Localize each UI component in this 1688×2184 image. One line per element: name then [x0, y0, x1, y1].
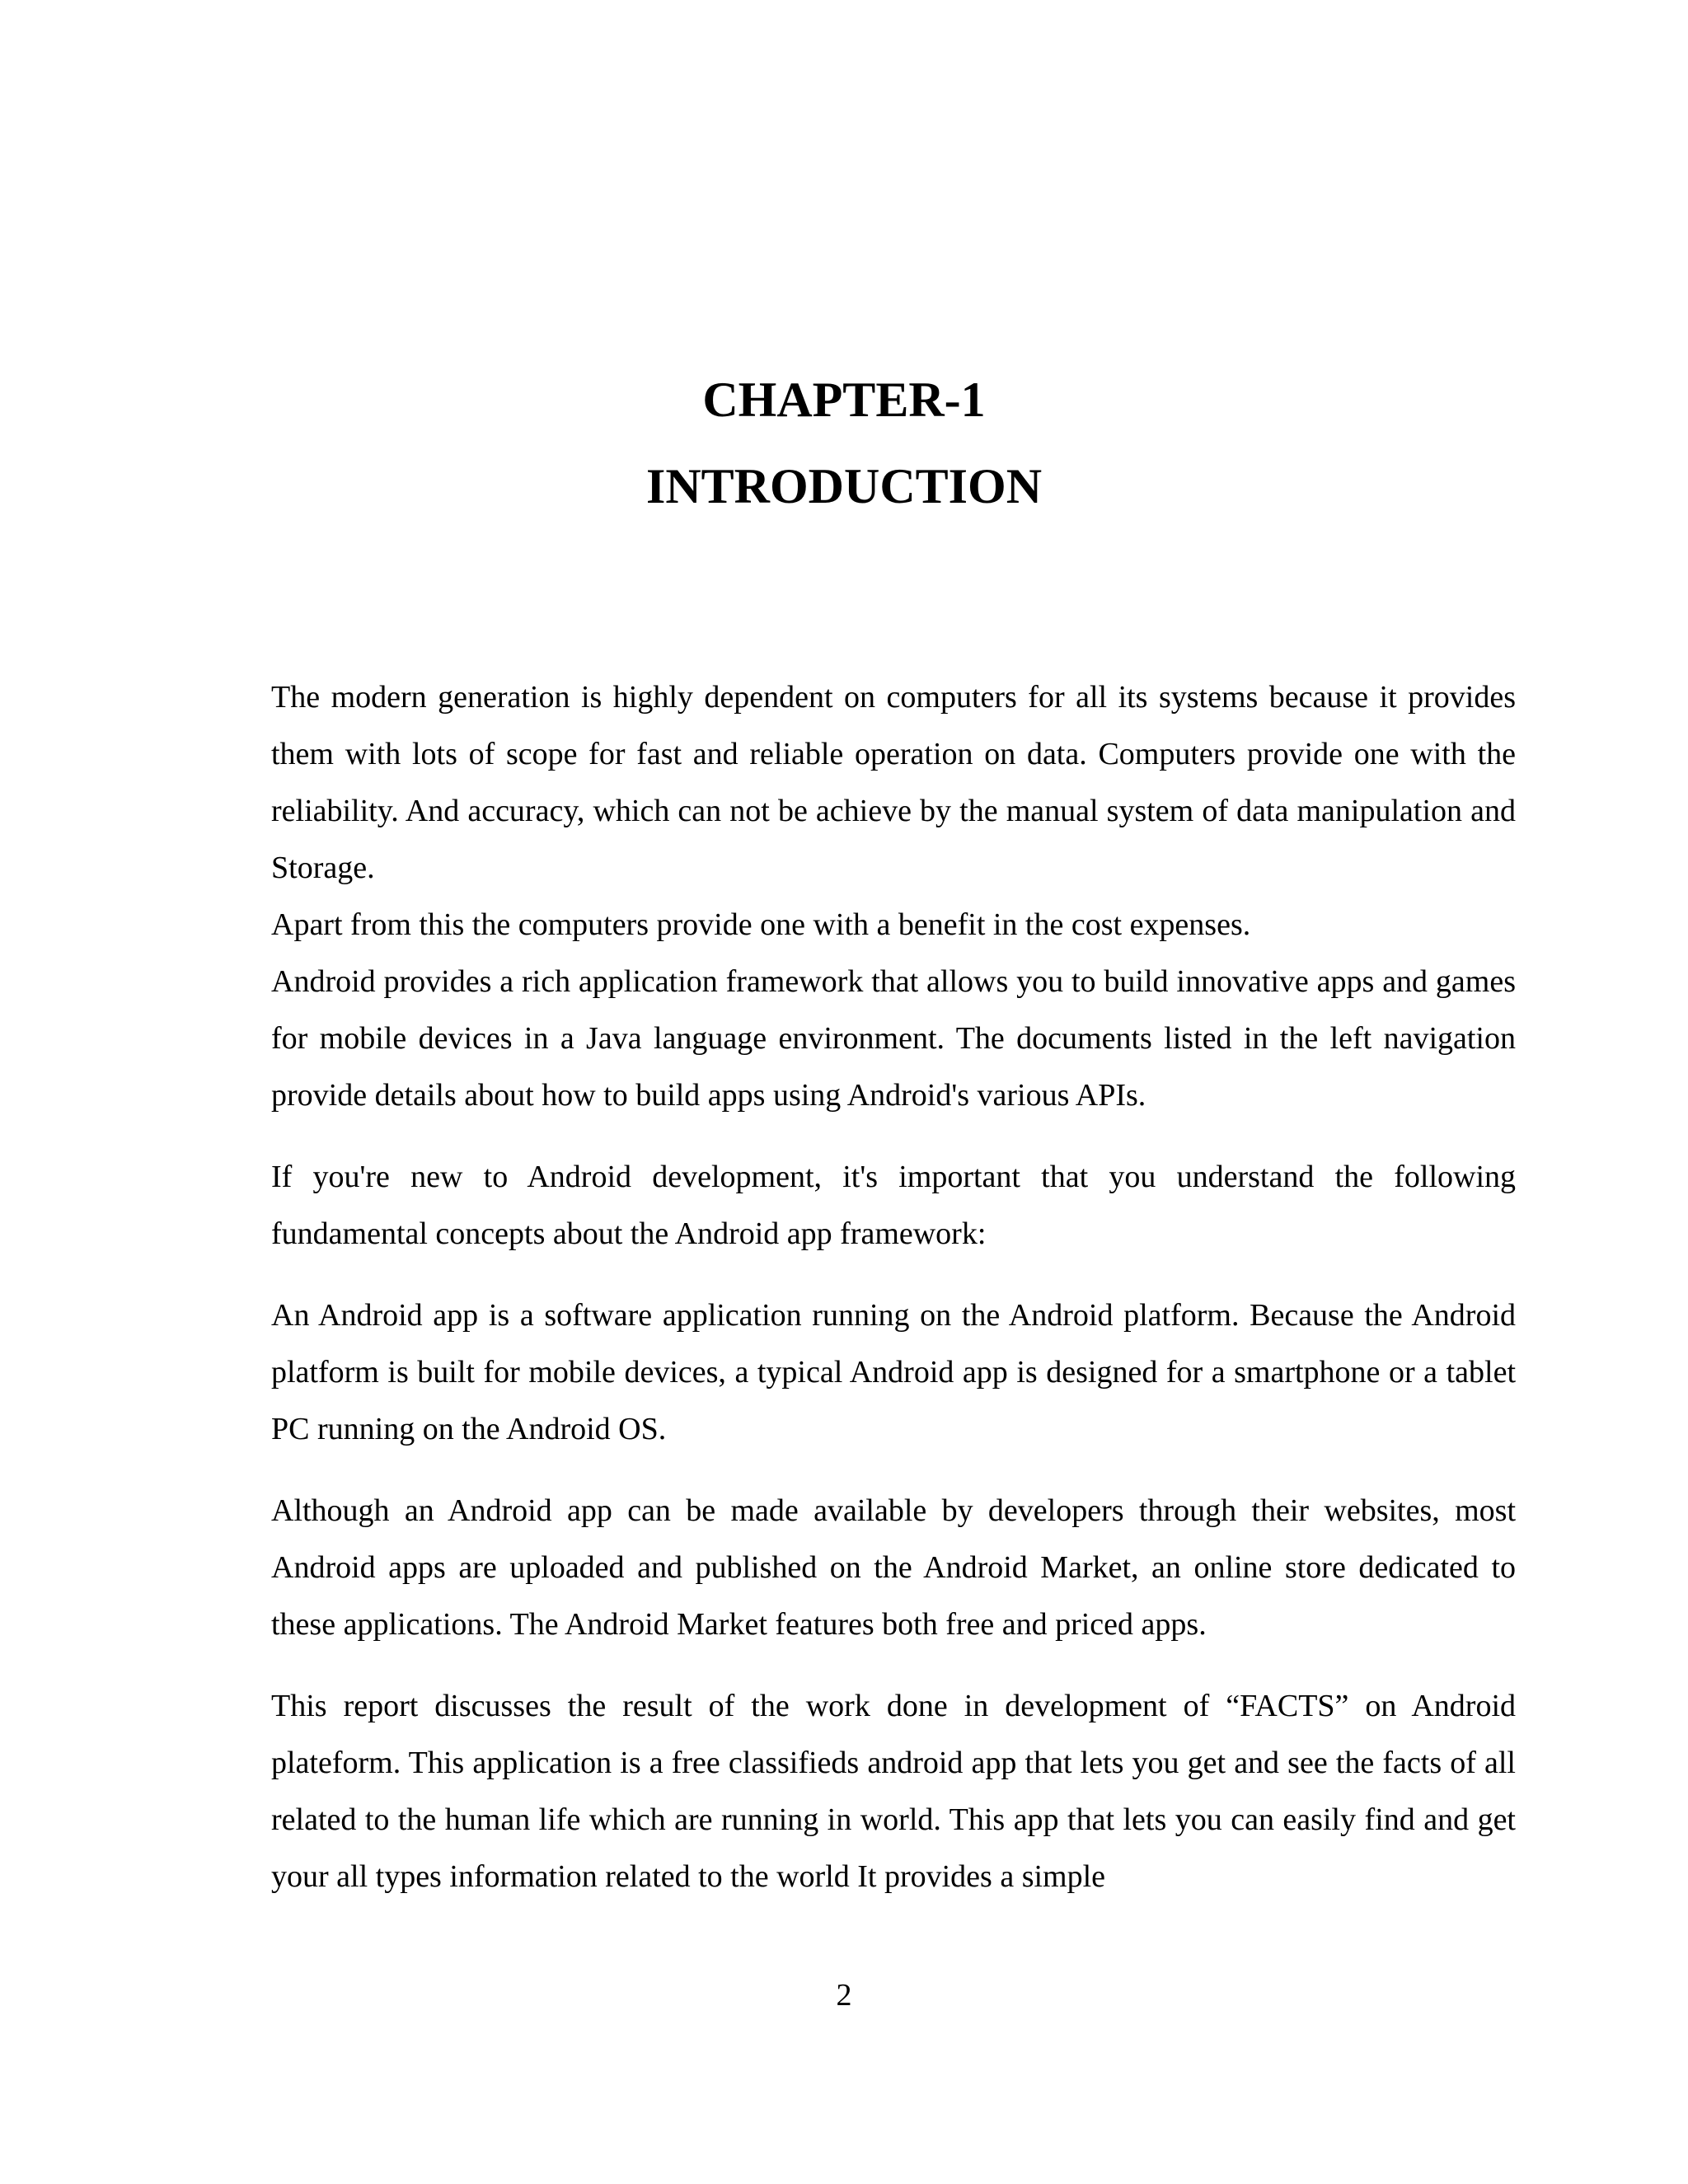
section-title: INTRODUCTION	[645, 459, 1043, 513]
paragraph-7: This report discusses the result of the work done in development of “FACTS” on Android plateform. This application is a free classifieds android app that lets you get and see the facts of all related to the human life which are running in world. This app that lets you can easily find and get your all types information related to the world It provides a simple	[271, 1689, 1516, 1894]
paragraph-3: Android provides a rich application framework that allows you to build innovative apps and games for mobile devices in a Java language environment. The documents listed in the left navigation provide details about how to build apps using Android's various APIs.	[271, 964, 1516, 1113]
paragraph-1: The modern generation is highly dependent on computers for all its systems because it provides them with lots of scope for fast and reliable operation on data. Computers provide one with the reliability. And accuracy, which can not be achieve by the manual system of data manipulation and Storage.	[271, 680, 1516, 885]
page-number: 2	[836, 1978, 852, 2013]
paragraph-2: Apart from this the computers provide one with a benefit in the cost expenses.	[271, 907, 1251, 942]
body-text	[271, 669, 1516, 1905]
chapter-label: CHAPTER-1	[702, 373, 986, 427]
paragraph-5: An Android app is a software application running on the Android platform. Because the Android platform is built for mobile devices, a typical Android app is designed for a smartphone or a tablet PC running on the Android OS.	[271, 1298, 1516, 1446]
paragraph-6: Although an Android app can be made available by developers through their websites, most Android apps are uploaded and published on the Android Market, an online store dedicated to these applications. The Android Market features both free and priced apps.	[271, 1493, 1516, 1642]
paragraph-4: If you're new to Android development, it's important that you understand the following fundamental concepts about the Android app framework:	[271, 1160, 1516, 1251]
